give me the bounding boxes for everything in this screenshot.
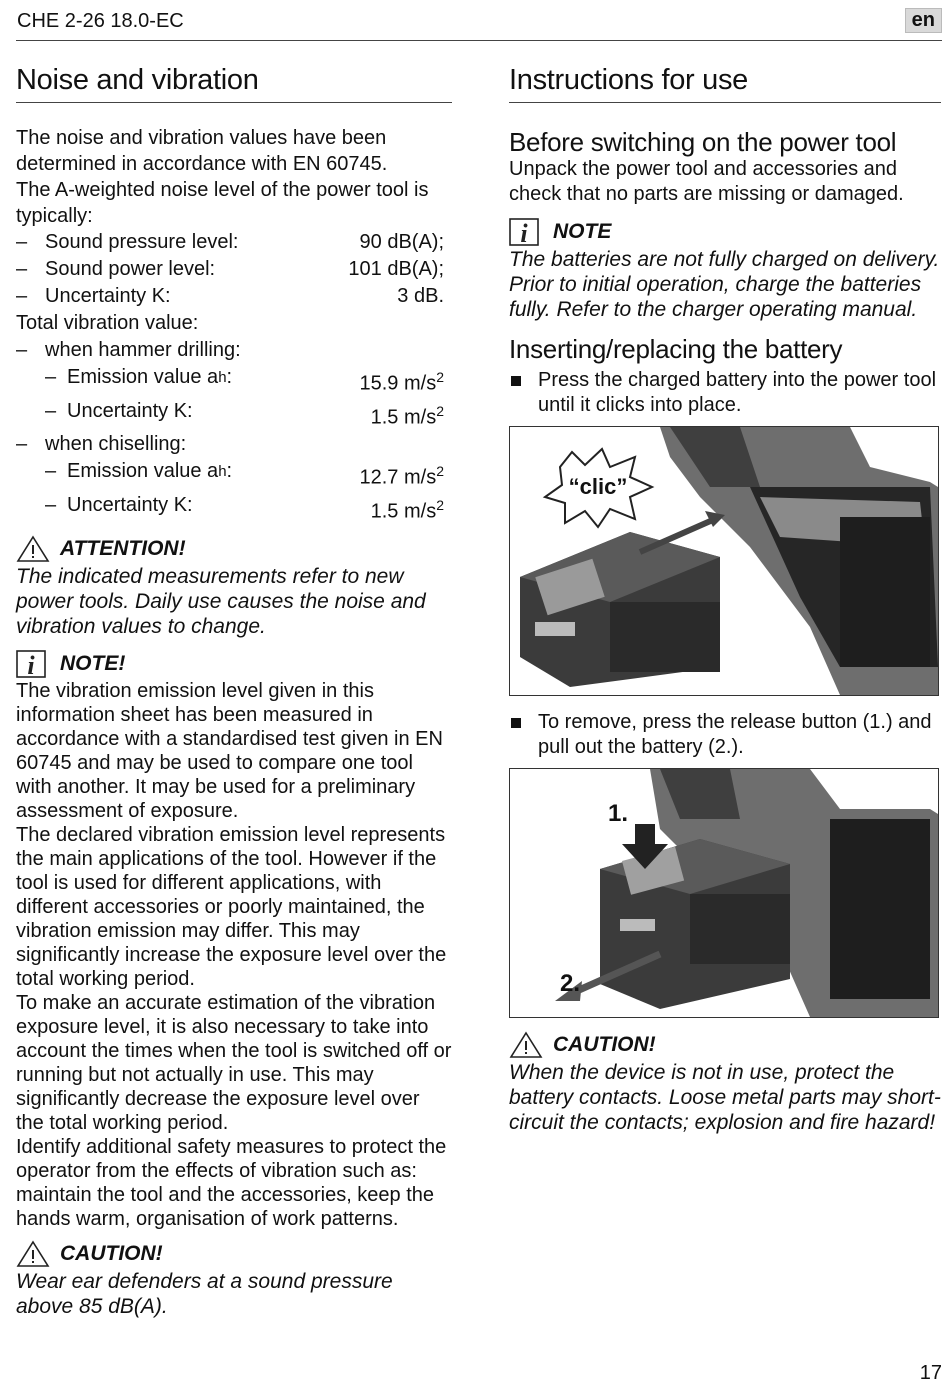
chisel-emission-value: 12.7 m/s <box>359 466 437 489</box>
noise-row <box>16 229 452 256</box>
noise-value: 90 dB(A); <box>359 231 444 253</box>
step-2-label: 2. <box>560 970 581 997</box>
note-paragraph-2: The declared vibration emission level represents the main applications of the tool. However if the tool is used for different applications, with different accessories or poorly maintained, the vibration emission may differ. This may significantly increase the exposure level over the total working period. <box>16 823 447 990</box>
note-paragraph-3: To make an accurate estimation of the vibration exposure level, it is also necessary to take into account the times when the tool is switched off or running but not actually in use. This may significantly decrease the exposure level over the total working period. <box>16 991 452 1134</box>
note-text: The vibration emission level given in this information sheet has been measured in accordance with a standardised test given in EN 60745 and may be used to compare one tool with another. It may be used for a preliminary assessment of exposure. <box>16 679 443 822</box>
noise-label: Uncertainty K: <box>45 285 171 307</box>
list-dash: – <box>45 460 57 483</box>
info-icon <box>16 649 60 679</box>
drilling-heading: – when hammer drilling: <box>16 337 452 364</box>
list-dash: – <box>45 399 57 422</box>
left-column <box>16 60 452 1319</box>
intro-paragraph-1: The noise and vibration values have been determined in accordance with EN 60745. <box>16 127 388 175</box>
bullet-square-icon <box>511 718 521 728</box>
document-model: CHE 2-26 18.0-EC <box>17 10 184 32</box>
noise-row <box>16 283 452 310</box>
noise-value: 3 dB. <box>397 285 444 307</box>
list-dash: – <box>16 285 28 307</box>
section-title-noise: Noise and vibration <box>16 64 452 103</box>
intro-paragraph-2: The A-weighted noise level of the power tool is typically: <box>16 179 429 227</box>
drill-emission-row: – Emission value a h : 15.9 $m/s^2$ <box>16 364 452 398</box>
right-column <box>509 60 941 1135</box>
warning-triangle-icon <box>509 1030 553 1060</box>
warning-triangle-icon <box>16 1239 60 1269</box>
subheading-battery: Inserting/replacing the battery <box>509 334 843 364</box>
noise-row <box>16 256 452 283</box>
caution-heading: CAUTION! <box>509 1030 941 1060</box>
note-paragraph-4: Identify additional safety measures to protect the operator from the effects of vibration such as: maintain the tool and the accessories, keep the hands warm, organisation of work patterns. <box>16 1135 447 1230</box>
caution-heading: CAUTION! <box>16 1239 452 1269</box>
svg-text:i: i <box>520 219 528 246</box>
chiselling-heading: – when chiselling: <box>16 431 452 458</box>
header-rule <box>16 40 942 41</box>
bullet-remove: To remove, press the release button (1.) and pull out the battery (2.). <box>509 710 941 760</box>
svg-text:i: i <box>27 650 35 678</box>
step-1-label: 1. <box>608 800 629 827</box>
chisel-emission-row: – Emission value a h : 12.7 $m/s^2$ <box>16 458 452 492</box>
caution-text: Wear ear defenders at a sound pressure above 85 dB(A). <box>16 1269 393 1318</box>
bullet-square-icon <box>511 376 521 386</box>
list-dash: – <box>16 231 28 253</box>
drill-uncertainty-row: – Uncertainty K: 1.5 $m/s^2$ <box>16 398 452 432</box>
noise-value: 101 dB(A); <box>348 258 444 280</box>
battery-remove-illustration <box>509 768 939 1018</box>
list-dash: – <box>45 366 57 388</box>
caution-text: When the device is not in use, protect the battery contacts. Loose metal parts may short-circuit the contacts; explosion and fire hazard! <box>509 1061 941 1134</box>
chisel-uncertainty-value: 1.5 m/s <box>370 500 437 523</box>
unpack-text: Unpack the power tool and accessories and check that no parts are missing or damaged. <box>509 158 904 205</box>
subheading-before-switching: Before switching on the power tool <box>509 127 897 157</box>
emission-label: Emission value a <box>67 366 219 388</box>
battery-insert-illustration <box>509 426 939 696</box>
page-number: 17 <box>919 1362 942 1384</box>
chisel-uncertainty-row: – Uncertainty K: 1.5 $m/s^2$ <box>16 492 452 526</box>
noise-label: Sound power level: <box>45 258 216 280</box>
attention-text: The indicated measurements refer to new power tools. Daily use causes the noise and vibration values to change. <box>16 564 426 638</box>
list-dash: – <box>45 493 57 516</box>
total-vibration-label: Total vibration value: <box>16 312 199 334</box>
warning-triangle-icon <box>16 534 60 564</box>
language-badge: en <box>905 8 942 33</box>
note-heading: i NOTE! <box>16 649 452 679</box>
drill-uncertainty-value: 1.5 m/s <box>370 406 437 429</box>
clic-label: “clic” <box>568 474 628 499</box>
noise-label: Sound pressure level: <box>45 231 239 253</box>
attention-heading: ATTENTION! <box>16 534 452 564</box>
list-dash: – <box>16 433 28 456</box>
note-text: The batteries are not fully charged on delivery. Prior to initial operation, charge the batteries fully. Refer to the charger operating manual. <box>509 248 940 321</box>
drill-emission-value: 15.9 m/s <box>359 372 437 395</box>
list-dash: – <box>16 258 28 280</box>
info-icon <box>509 217 553 247</box>
section-title-instructions: Instructions for use <box>509 64 941 103</box>
list-dash: – <box>16 339 28 361</box>
note-heading: i NOTE <box>509 217 941 247</box>
bullet-insert: Press the charged battery into the power tool until it clicks into place. <box>509 368 941 418</box>
